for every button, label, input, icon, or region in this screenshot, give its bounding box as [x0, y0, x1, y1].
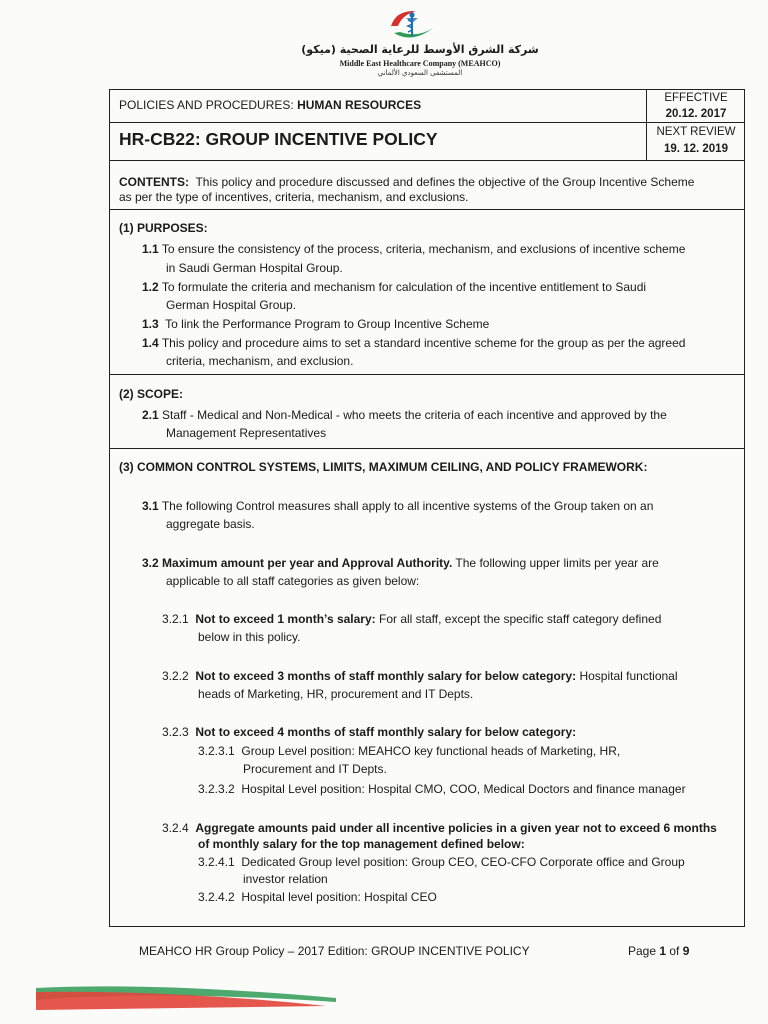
policies-heading: POLICIES AND PROCEDURES: HUMAN RESOURCES — [119, 98, 422, 112]
purpose-1-2-cont: German Hospital Group. — [166, 298, 297, 312]
header-divider-bottom — [109, 160, 745, 161]
purposes-divider — [109, 374, 745, 375]
purpose-1-1-cont: in Saudi German Hospital Group. — [166, 261, 343, 275]
effective-date: 20.12. 2017 — [665, 108, 727, 120]
contents-line-2: as per the type of incentives, criteria, mechanism, and exclusions. — [119, 190, 469, 204]
header-divider-mid — [109, 122, 745, 123]
section-3-2-4-2: 3.2.4.2 Hospital level position: Hospital CEO — [198, 890, 437, 904]
purpose-1-1: 1.1 To ensure the consistency of the process, criteria, mechanism, and exclusions of incentive scheme — [142, 242, 686, 256]
framework-heading: (3) COMMON CONTROL SYSTEMS, LIMITS, MAXIMUM CEILING, AND POLICY FRAMEWORK: — [119, 460, 648, 474]
footer-document-title: MEAHCO HR Group Policy – 2017 Edition: GROUP INCENTIVE POLICY — [139, 944, 530, 958]
contents-line-1: CONTENTS: This policy and procedure discussed and defines the objective of the Group Incentive Scheme — [119, 175, 695, 189]
section-3-2-4-1: 3.2.4.1 Dedicated Group level position: Group CEO, CEO-CFO Corporate office and Group — [198, 855, 685, 869]
scope-2-1-cont: Management Representatives — [166, 426, 327, 440]
footer-stripe-graphic — [36, 980, 336, 1010]
policy-title: HR-CB22: GROUP INCENTIVE POLICY — [119, 129, 438, 149]
section-3-2-4: 3.2.4 Aggregate amounts paid under all incentive policies in a given year not to exceed 6 months — [162, 821, 717, 835]
scope-divider — [109, 448, 745, 449]
company-name-arabic: شركة الشرق الأوسط للرعاية الصحية (ميكو) — [301, 43, 539, 56]
page-number: Page 1 of 9 — [628, 944, 690, 958]
purpose-1-3: 1.3 To link the Performance Program to Group Incentive Scheme — [142, 317, 490, 331]
scope-2-1: 2.1 Staff - Medical and Non-Medical - who meets the criteria of each incentive and approved by the — [142, 408, 667, 422]
effective-label: EFFECTIVE — [664, 92, 728, 104]
scope-heading: (2) SCOPE: — [119, 387, 184, 401]
company-name-english: Middle East Healthcare Company (MEAHCO) — [339, 59, 501, 68]
section-3-1: 3.1 The following Control measures shall apply to all incentive systems of the Group taken on an — [142, 499, 654, 513]
section-3-2-cont: applicable to all staff categories as given below: — [166, 574, 420, 588]
purpose-1-4: 1.4 This policy and procedure aims to set a standard incentive scheme for the group as per the agreed — [142, 336, 686, 350]
purpose-1-4-cont: criteria, mechanism, and exclusion. — [166, 354, 354, 368]
next-review-label: NEXT REVIEW — [656, 126, 736, 138]
section-3-2-3-1: 3.2.3.1 Group Level position: MEAHCO key functional heads of Marketing, HR, — [198, 744, 621, 758]
company-logo — [388, 6, 436, 44]
purpose-1-2: 1.2 To formulate the criteria and mechanism for calculation of the incentive entitlement to Saudi — [142, 280, 647, 294]
section-3-2-4-cont: of monthly salary for the top management defined below: — [198, 837, 525, 851]
hospital-name-arabic: المستشفى السعودي الألماني — [377, 69, 463, 77]
section-3-2-3-1-cont: Procurement and IT Depts. — [243, 762, 387, 776]
next-review-date: 19. 12. 2019 — [664, 143, 728, 155]
section-3-2-4-1-cont: investor relation — [243, 872, 328, 886]
section-3-2-2-cont: heads of Marketing, HR, procurement and IT Depts. — [198, 687, 474, 701]
section-3-2-3: 3.2.3 Not to exceed 4 months of staff monthly salary for below category: — [162, 725, 577, 739]
section-3-2-2: 3.2.2 Not to exceed 3 months of staff monthly salary for below category: Hospital functional — [162, 669, 678, 683]
section-3-2: 3.2 Maximum amount per year and Approval Authority. The following upper limits per year are — [142, 556, 659, 570]
section-3-2-1-cont: below in this policy. — [198, 630, 301, 644]
section-3-2-3-2: 3.2.3.2 Hospital Level position: Hospital CMO, COO, Medical Doctors and finance manager — [198, 782, 686, 796]
purposes-heading: (1) PURPOSES: — [119, 221, 208, 235]
section-3-2-1: 3.2.1 Not to exceed 1 month’s salary: For all staff, except the specific staff category defined — [162, 612, 662, 626]
contents-divider — [109, 209, 745, 210]
section-3-1-cont: aggregate basis. — [166, 517, 255, 531]
